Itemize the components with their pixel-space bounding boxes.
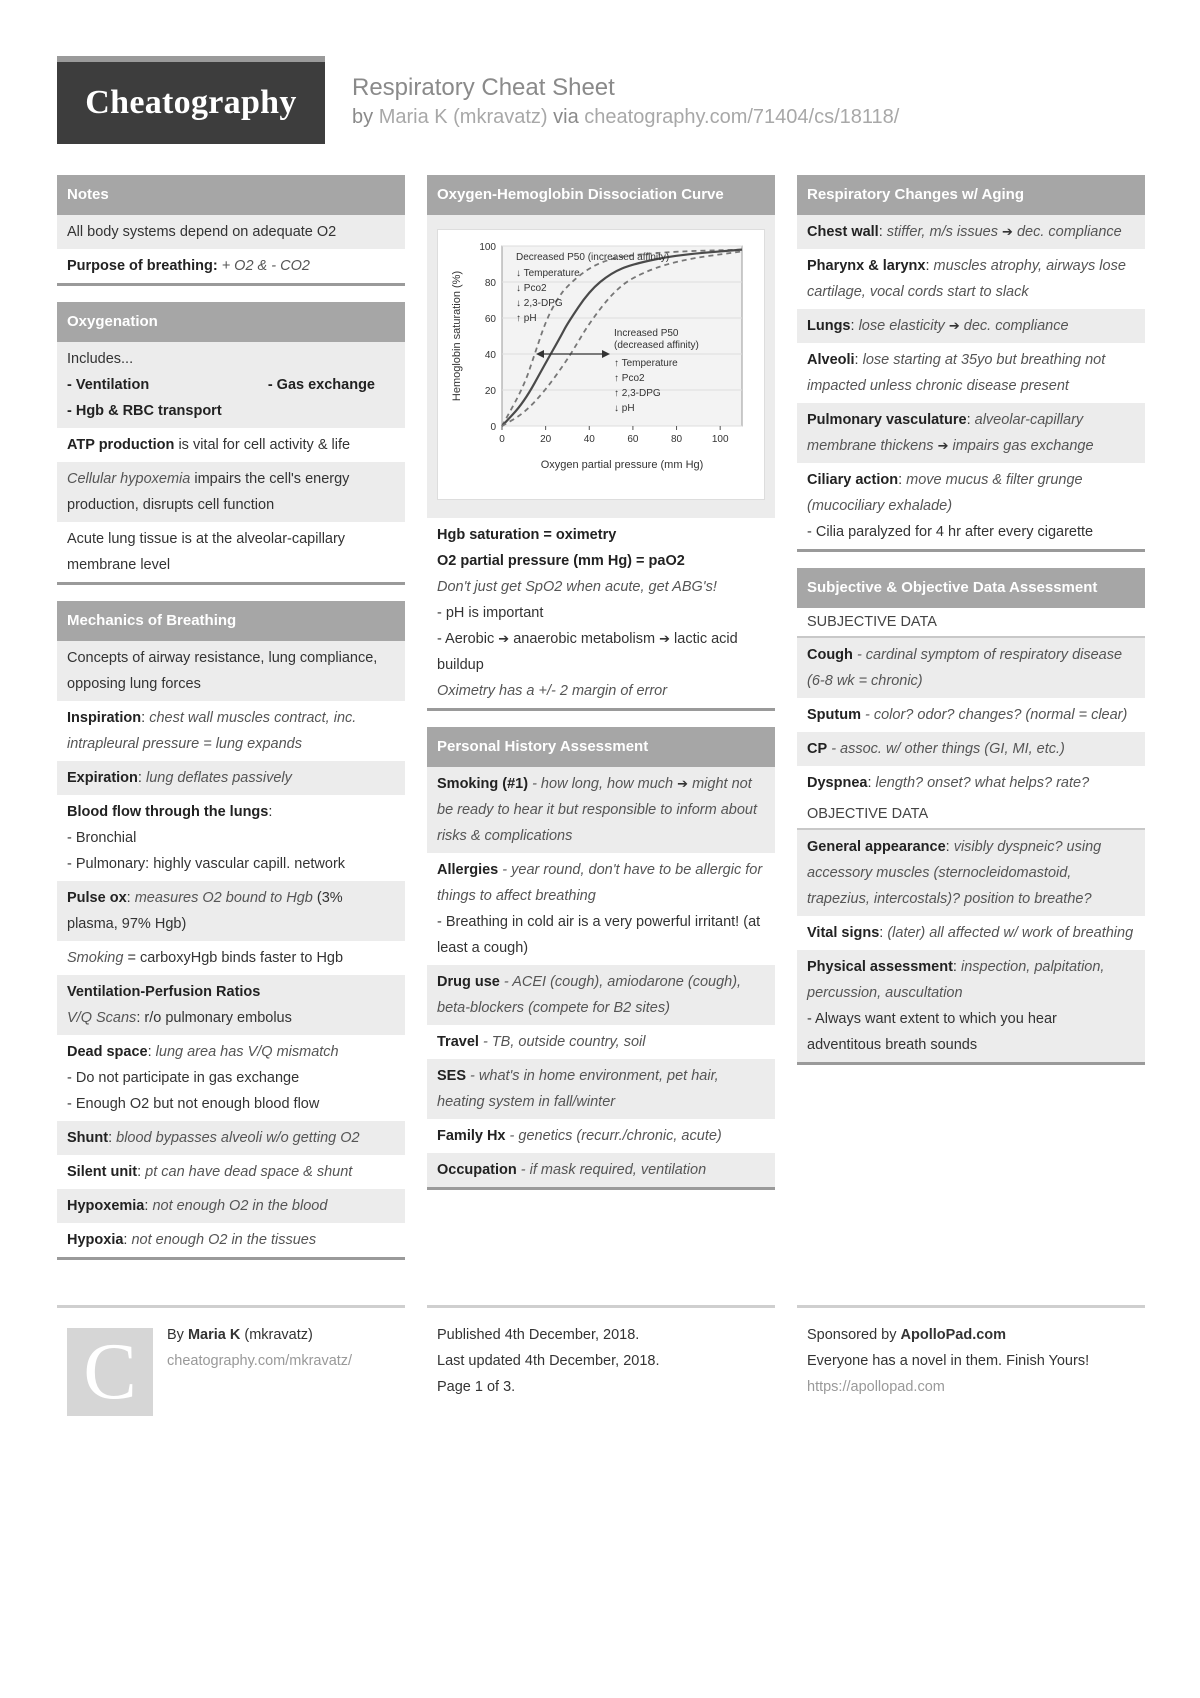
- definition: length? onset? what helps? rate?: [875, 775, 1090, 791]
- y-tick-label: 0: [490, 422, 496, 433]
- term: Ventilation-Perfusion Ratios: [67, 984, 261, 1000]
- includes-label: Includes...: [67, 351, 134, 367]
- definition: Acute lung tissue is at the alveolar-capillary membrane level: [67, 531, 346, 573]
- list-item: [437, 626, 765, 678]
- subjective-subheading: SUBJECTIVE DATA: [797, 608, 1145, 638]
- y-tick-label: 100: [479, 242, 496, 253]
- increased-p50-item: ↑ 2,3-DPG: [614, 388, 661, 399]
- term: Cough: [807, 647, 853, 663]
- assessment-row: [797, 698, 1145, 732]
- term: Pulmonary vasculature: [807, 412, 967, 428]
- mechanics-heading: Mechanics of Breathing: [57, 601, 405, 641]
- term: Alveoli: [807, 352, 855, 368]
- mechanics-row: [57, 975, 405, 1035]
- definition: - if mask required, ventilation: [520, 1162, 707, 1178]
- definition: + O2 & - CO2: [221, 258, 310, 274]
- footer-author-name[interactable]: Maria K: [187, 1327, 241, 1343]
- aging-heading: Respiratory Changes w/ Aging: [797, 175, 1145, 215]
- definition: - color? odor? changes? (normal = clear): [865, 707, 1128, 723]
- definition: lung area has V/Q mismatch: [155, 1044, 339, 1060]
- notes-text: All body systems depend on adequate O2: [67, 224, 337, 240]
- term: Purpose of breathing:: [67, 258, 218, 274]
- arrow-right-icon: ➔: [1002, 224, 1013, 239]
- note: Oximetry has a +/- 2 margin of error: [437, 683, 668, 699]
- term: Ciliary action: [807, 472, 899, 488]
- assessment-row: Dyspnea: length? onset? what helps? rate?: [807, 775, 1090, 791]
- oxygenation-row: [57, 428, 405, 462]
- term: CP: [807, 741, 828, 757]
- y-tick-label: 40: [484, 350, 496, 361]
- definition: inspection, palpitation, percussion, auscultation: [807, 959, 1105, 1001]
- definition: is vital for cell activity & life: [178, 437, 351, 453]
- oxygenation-row: [57, 462, 405, 522]
- mechanics-row: [57, 641, 405, 701]
- decreased-p50-item: ↓ 2,3-DPG: [516, 298, 563, 309]
- updated-date: Last updated 4th December, 2018.: [437, 1353, 660, 1369]
- chart-container: [427, 215, 775, 518]
- item-hgb: - Hgb & RBC transport: [67, 403, 222, 419]
- personal-row: [427, 853, 775, 965]
- item-gas-exchange: - Gas exchange: [267, 377, 375, 393]
- term: O2 partial pressure (mm Hg) = paO2: [437, 553, 685, 569]
- aging-row: Ciliary action: move mucus & filter grunge (mucociliary exhalade) - Cilia paralyzed for 4 hr after every cigarette: [797, 463, 1145, 549]
- term: Smoking (#1): [437, 776, 529, 792]
- personal-row: [427, 1119, 775, 1153]
- published-date: Published 4th December, 2018.: [437, 1327, 640, 1343]
- x-tick-label: 100: [711, 434, 729, 445]
- definition: pt can have dead space & shunt: [145, 1164, 353, 1180]
- notes-section: [57, 175, 405, 286]
- assessment-row: General appearance: visibly dyspneic? using accessory muscles (sternocleidomastoid, trapezius, intercostals)? position to breathe?: [797, 830, 1145, 916]
- sponsor-tagline: Everyone has a novel in them. Finish Yours!: [807, 1353, 1090, 1369]
- byline-via: via: [553, 106, 579, 128]
- increased-p50-subtitle: (decreased affinity): [614, 340, 699, 351]
- personal-row: [427, 767, 775, 853]
- definition: muscles atrophy, airways lose cartilage, vocal cords start to slack: [807, 258, 1126, 300]
- term: Expiration: [67, 770, 138, 786]
- x-tick-label: 40: [583, 434, 595, 445]
- sponsored-by: Sponsored by: [807, 1327, 897, 1343]
- oxygenation-section: [57, 302, 405, 585]
- personal-row: [427, 1153, 775, 1187]
- mechanics-row: Silent unit: pt can have dead space & shunt: [67, 1164, 353, 1180]
- arrow-right-icon: ➔: [948, 318, 960, 333]
- definition: lung deflates passively: [145, 770, 292, 786]
- y-tick-label: 60: [484, 314, 496, 325]
- term: Blood flow through the lungs: [67, 804, 269, 820]
- mechanics-row: Hypoxemia: not enough O2 in the blood: [57, 1189, 405, 1223]
- mechanics-row: [57, 941, 405, 975]
- ohdc-heading: Oxygen-Hemoglobin Dissociation Curve: [427, 175, 775, 215]
- item-ventilation: - Ventilation: [67, 377, 150, 393]
- list-text: - Aerobic: [437, 631, 495, 647]
- mechanics-row: Dead space: lung area has V/Q mismatch - Do not participate in gas exchange - Enough O2 but not enough blood flow: [57, 1035, 405, 1121]
- aging-row: Lungs: lose elasticity ➔ dec. compliance: [797, 309, 1145, 343]
- assessment-row: Vital signs: (later) all affected w/ work of breathing: [807, 925, 1134, 941]
- definition: (3% plasma, 97% Hgb): [67, 890, 343, 932]
- definition: not enough O2 in the tissues: [131, 1232, 317, 1248]
- x-tick-label: 20: [540, 434, 552, 445]
- increased-p50-item: ↑ Temperature: [614, 358, 678, 369]
- list-item: - Always want extent to which you hear adventitous breath sounds: [807, 1011, 1057, 1053]
- decreased-p50-item: ↓ Pco2: [516, 283, 547, 294]
- definition: measures O2 bound to Hgb: [134, 890, 313, 906]
- oxygenation-row: [57, 342, 405, 428]
- term: Travel: [437, 1034, 479, 1050]
- footer-author: [57, 1305, 405, 1416]
- definition: dec. compliance: [1016, 224, 1122, 240]
- definition: impairs the cell's energy production, disrupts cell function: [67, 471, 350, 513]
- list-item: - Pulmonary: highly vascular capill. network: [67, 856, 346, 872]
- dissociation-curve-chart: [444, 236, 764, 488]
- definition: - how long, how much: [532, 776, 674, 792]
- footer-dates: [427, 1305, 775, 1400]
- term: Hypoxemia: [67, 1198, 145, 1214]
- term: Allergies: [437, 862, 499, 878]
- term: Sputum: [807, 707, 861, 723]
- page-title: Respiratory Cheat Sheet: [352, 74, 615, 101]
- term: Pharynx & larynx: [807, 258, 926, 274]
- list-text: anaerobic metabolism: [513, 631, 656, 647]
- personal-heading: Personal History Assessment: [427, 727, 775, 767]
- byline: [352, 106, 899, 129]
- mechanics-row: Pulse ox: measures O2 bound to Hgb (3% plasma, 97% Hgb): [57, 881, 405, 941]
- arrow-right-icon: ➔: [498, 631, 510, 646]
- y-axis-label: Hemoglobin saturation (%): [451, 270, 463, 402]
- sheet-url-link[interactable]: cheatography.com/71404/cs/18118/: [584, 106, 900, 128]
- y-tick-label: 80: [484, 278, 496, 289]
- arrow-right-icon: ➔: [937, 438, 949, 453]
- sponsor-url-link[interactable]: https://apollopad.com: [807, 1379, 945, 1395]
- cheatography-logo[interactable]: Cheatography: [57, 56, 325, 144]
- definition: blood bypasses alveoli w/o getting O2: [116, 1130, 360, 1146]
- decreased-p50-item: ↓ Temperature: [516, 268, 580, 279]
- list-text: lactic acid buildup: [437, 631, 738, 673]
- list-item: - Do not participate in gas exchange: [67, 1070, 300, 1086]
- definition: - ACEI (cough), amiodarone (cough), beta-blockers (compete for B2 sites): [437, 974, 742, 1016]
- term: Pulse ox: [67, 890, 127, 906]
- note: Don't just get SpO2 when acute, get ABG's!: [437, 579, 717, 595]
- list-item: - Bronchial: [67, 830, 137, 846]
- term: Dyspnea: [807, 775, 868, 791]
- definition: (later) all affected w/ work of breathing: [887, 925, 1134, 941]
- footer-author-handle: (mkravatz): [244, 1327, 313, 1343]
- definition: - TB, outside country, soil: [482, 1034, 646, 1050]
- ohdc-row: [427, 518, 775, 708]
- definition: - what's in home environment, pet hair, heating system in fall/winter: [437, 1068, 719, 1110]
- decreased-p50-title: Decreased P50 (increased affinity): [516, 252, 670, 263]
- personal-section: [427, 727, 775, 1190]
- personal-row: [427, 1059, 775, 1119]
- aging-row: Chest wall: stiffer, m/s issues ➔ dec. compliance: [797, 215, 1145, 249]
- arrow-right-icon: ➔: [659, 631, 670, 646]
- definition: might not be ready to hear it but responsible to inform about risks & complications: [437, 776, 757, 844]
- increased-p50-item: ↓ pH: [614, 403, 635, 414]
- increased-p50-title: Increased P50: [614, 328, 679, 339]
- byline-by: by: [352, 106, 374, 128]
- definition: move mucus & filter grunge (mucociliary exhalade): [807, 472, 1083, 514]
- term: ATP production: [67, 437, 175, 453]
- chart-frame: [437, 229, 765, 500]
- assessment-row: [797, 732, 1145, 766]
- list-item: - Breathing in cold air is a very powerful irritant! (at least a cough): [437, 914, 761, 956]
- personal-row: [427, 965, 775, 1025]
- column-3: [797, 175, 1145, 1081]
- mechanics-row: Hypoxia: not enough O2 in the tissues: [67, 1232, 317, 1248]
- term: V/Q Scans: [67, 1010, 137, 1026]
- term: Hypoxia: [67, 1232, 124, 1248]
- notes-row: [57, 249, 405, 283]
- term: Drug use: [437, 974, 500, 990]
- definition: impairs gas exchange: [952, 438, 1094, 454]
- term: Shunt: [67, 1130, 109, 1146]
- definition: - genetics (recurr./chronic, acute): [509, 1128, 722, 1144]
- decreased-p50-item: ↑ pH: [516, 313, 537, 324]
- definition: lose starting at 35yo but breathing not impacted unless chronic disease present: [807, 352, 1106, 394]
- list-item: - pH is important: [437, 605, 544, 621]
- x-tick-label: 60: [627, 434, 639, 445]
- cheatography-c-logo[interactable]: C: [67, 1328, 153, 1416]
- mechanics-row: Inspiration: chest wall muscles contract, inc. intrapleural pressure = lung expands: [67, 710, 357, 752]
- definition: alveolar-capillary membrane thickens: [807, 412, 1084, 454]
- ohdc-section: [427, 175, 775, 711]
- definition: - assoc. w/ other things (GI, MI, etc.): [831, 741, 1065, 757]
- term: SES: [437, 1068, 467, 1084]
- assessment-row: [797, 638, 1145, 698]
- term: Lungs: [807, 318, 851, 334]
- x-tick-label: 80: [670, 434, 683, 445]
- assessment-row: Physical assessment: inspection, palpitation, percussion, auscultation - Always want extent to which you hear adventitous breath sounds: [797, 950, 1145, 1062]
- definition: chest wall muscles contract, inc. intrapleural pressure = lung expands: [67, 710, 357, 752]
- term: General appearance: [807, 839, 946, 855]
- term: Dead space: [67, 1044, 148, 1060]
- page-number: Page 1 of 3.: [437, 1379, 516, 1395]
- column-1: [57, 175, 405, 1276]
- aging-row: Pulmonary vasculature: alveolar-capillary membrane thickens ➔ impairs gas exchange: [797, 403, 1145, 463]
- definition: visibly dyspneic? using accessory muscles (sternocleidomastoid, trapezius, intercostals)? position to breathe?: [807, 839, 1102, 907]
- list-item: - Enough O2 but not enough blood flow: [67, 1096, 320, 1112]
- definition: - cardinal symptom of respiratory disease (6-8 wk = chronic): [807, 647, 1123, 689]
- footer-by: By: [167, 1327, 184, 1343]
- author-link[interactable]: Maria K (mkravatz): [378, 106, 548, 128]
- term: Vital signs: [807, 925, 880, 941]
- assessment-section: [797, 568, 1145, 1065]
- y-tick-label: 20: [484, 386, 496, 397]
- arrow-right-icon: ➔: [677, 776, 689, 791]
- definition: = carboxyHgb binds faster to Hgb: [127, 950, 344, 966]
- term: Physical assessment: [807, 959, 953, 975]
- assessment-heading: Subjective & Objective Data Assessment: [797, 568, 1145, 608]
- aging-row: Alveoli: lose starting at 35yo but breathing not impacted unless chronic disease present: [807, 352, 1106, 394]
- term: Inspiration: [67, 710, 142, 726]
- aging-section: [797, 175, 1145, 552]
- oxygenation-row: [57, 522, 405, 582]
- term: Smoking: [67, 950, 124, 966]
- list-item: - Cilia paralyzed for 4 hr after every cigarette: [807, 524, 1094, 540]
- definition: Concepts of airway resistance, lung compliance, opposing lung forces: [67, 650, 378, 692]
- term: Hgb saturation = oximetry: [437, 527, 617, 543]
- oxygenation-heading: Oxygenation: [57, 302, 405, 342]
- footer-sponsor: [797, 1305, 1145, 1400]
- x-tick-label: 0: [499, 434, 505, 445]
- notes-row: [57, 215, 405, 249]
- term: Silent unit: [67, 1164, 138, 1180]
- mechanics-row: Shunt: blood bypasses alveoli w/o getting O2: [57, 1121, 405, 1155]
- term: Occupation: [437, 1162, 517, 1178]
- mechanics-row: Expiration: lung deflates passively: [57, 761, 405, 795]
- term: Chest wall: [807, 224, 879, 240]
- definition: not enough O2 in the blood: [152, 1198, 328, 1214]
- footer-author-link[interactable]: cheatography.com/mkravatz/: [167, 1353, 353, 1369]
- definition: stiffer, m/s issues: [886, 224, 998, 240]
- term: Family Hx: [437, 1128, 506, 1144]
- definition: - year round, don't have to be allergic for things to affect breathing: [437, 862, 763, 904]
- definition: : r/o pulmonary embolus: [136, 1010, 292, 1026]
- notes-heading: Notes: [57, 175, 405, 215]
- personal-row: [427, 1025, 775, 1059]
- term: Cellular hypoxemia: [67, 471, 191, 487]
- increased-p50-item: ↑ Pco2: [614, 373, 645, 384]
- objective-subheading: OBJECTIVE DATA: [797, 800, 1145, 830]
- footer-author-text: [167, 1322, 405, 1374]
- aging-row: Pharynx & larynx: muscles atrophy, airways lose cartilage, vocal cords start to slack: [807, 258, 1126, 300]
- sponsor-link[interactable]: ApolloPad.com: [900, 1327, 1007, 1343]
- definition: lose elasticity: [858, 318, 945, 334]
- mechanics-section: [57, 601, 405, 1260]
- definition: dec. compliance: [963, 318, 1069, 334]
- x-axis-label: Oxygen partial pressure (mm Hg): [540, 459, 704, 471]
- column-2: [427, 175, 775, 1206]
- mechanics-row: Blood flow through the lungs: - Bronchial - Pulmonary: highly vascular capill. network: [57, 795, 405, 881]
